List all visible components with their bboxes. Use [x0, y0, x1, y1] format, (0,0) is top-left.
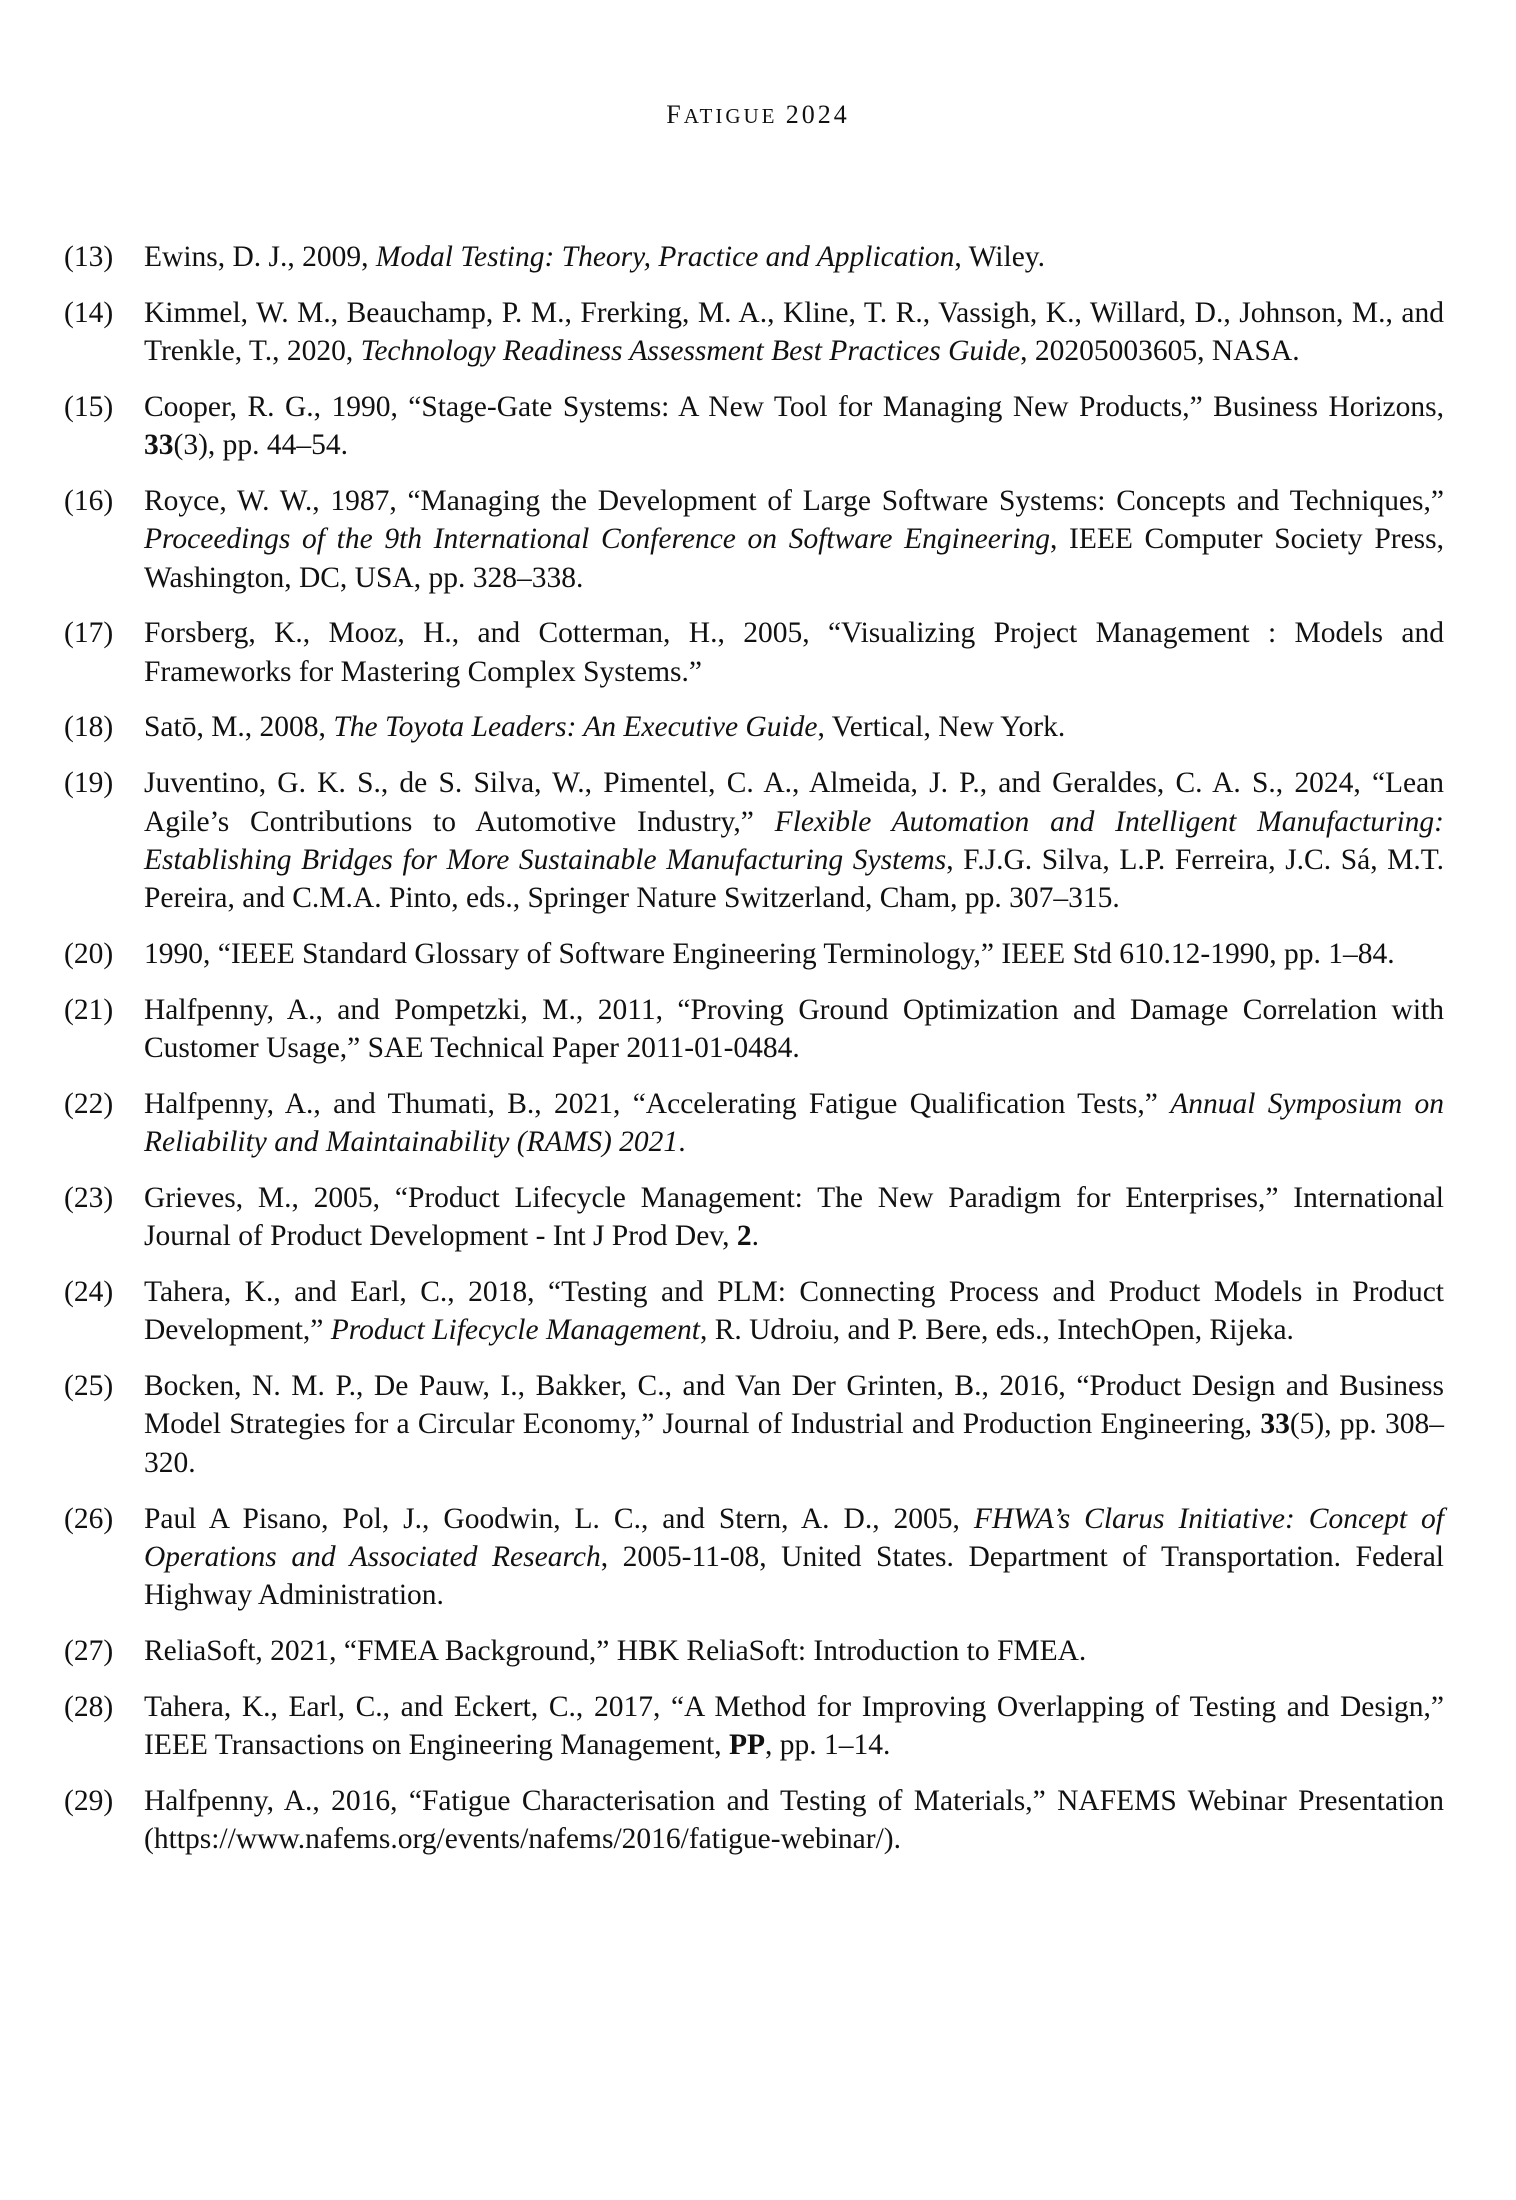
- reference-segment: 1990, “IEEE Standard Glossary of Software Engineering Terminology,” IEEE Std 610.12-1990, pp. 1–84.: [144, 937, 1395, 970]
- reference-text: [144, 1179, 1444, 1256]
- reference-text: [144, 614, 1444, 691]
- reference-segment: Cooper, R. G., 1990, “Stage-Gate Systems: A New Tool for Managing New Products,” Business Horizons,: [144, 390, 1444, 423]
- reference-number: (22): [64, 1087, 114, 1120]
- reference-segment: , 2005-11-08, United States. Department of Transportation. Federal Highway Administration.: [144, 1540, 1444, 1612]
- reference-segment: ReliaSoft, 2021, “FMEA Background,” HBK ReliaSoft: Introduction to FMEA.: [144, 1634, 1087, 1667]
- reference-bold-segment: 33: [144, 429, 174, 462]
- reference-segment: , pp. 1–14.: [765, 1729, 891, 1761]
- reference-segment: Bocken, N. M. P., De Pauw, I., Bakker, C., and Van Der Grinten, B., 2016, “Product Design and Business Model Strategies for a Circular Economy,” Journal of Industrial and Production Engineering,: [144, 1370, 1444, 1441]
- reference-item: [64, 1273, 1444, 1350]
- reference-item: [64, 1500, 1444, 1615]
- reference-segment: Tahera, K., and Earl, C., 2018, “Testing and PLM: Connecting Process and Product Models in Product Development,”: [144, 1276, 1444, 1347]
- reference-segment: , F.J.G. Silva, L.P. Ferreira, J.C. Sá, M.T. Pereira, and C.M.A. Pinto, eds., Springer Nature Switzerland, Cham, pp. 307–315.: [144, 843, 1444, 915]
- reference-number: (19): [64, 767, 114, 800]
- reference-number: (13): [64, 241, 114, 273]
- reference-segment: , Vertical, New York.: [817, 711, 1066, 744]
- reference-text: [144, 1500, 1444, 1615]
- reference-number: (29): [64, 1784, 114, 1817]
- reference-text: [144, 388, 1444, 465]
- reference-item: [64, 614, 1444, 691]
- reference-item: [64, 1688, 1444, 1765]
- reference-text: [144, 482, 1444, 597]
- reference-segment: (3), pp. 44–54.: [173, 429, 349, 462]
- reference-italic-segment: Flexible Automation and Intelligent Manufacturing: Establishing Bridges for More Sustainable Manufacturing Systems: [144, 805, 1444, 876]
- reference-segment: Halfpenny, A., 2016, “Fatigue Characterisation and Testing of Materials,” NAFEMS Webinar Presentation (https://www.nafems.org/events/nafems/2016/fatigue-webinar/).: [144, 1784, 1444, 1856]
- reference-number: (20): [64, 937, 114, 970]
- reference-item: [64, 482, 1444, 597]
- reference-list: [64, 238, 1444, 1876]
- reference-segment: Satō, M., 2008,: [144, 711, 334, 744]
- reference-segment: Juventino, G. K. S., de S. Silva, W., Pimentel, C. A., Almeida, J. P., and Geraldes, C. A. S., 2024, “Lean Agile’s Contributions to Automotive Industry,”: [144, 767, 1444, 838]
- reference-segment: , 20205003605, NASA.: [1020, 335, 1300, 368]
- reference-item: [64, 238, 1444, 276]
- reference-segment: .: [678, 1126, 686, 1159]
- reference-item: [64, 935, 1444, 973]
- reference-segment: Kimmel, W. M., Beauchamp, P. M., Frerking, M. A., Kline, T. R., Vassigh, K., Willard, D., Johnson, M., and Trenkle, T., 2020,: [144, 296, 1444, 368]
- reference-segment: .: [751, 1220, 760, 1253]
- reference-text: [144, 1782, 1444, 1859]
- reference-number: (14): [64, 296, 114, 329]
- reference-text: [144, 1085, 1444, 1162]
- reference-number: (25): [64, 1370, 114, 1403]
- running-head-year: 2024: [785, 100, 850, 129]
- reference-item: [64, 708, 1444, 746]
- reference-number: (17): [64, 617, 114, 650]
- reference-item: [64, 1179, 1444, 1256]
- reference-item: [64, 1632, 1444, 1670]
- reference-bold-segment: 2: [736, 1220, 752, 1253]
- reference-text: [144, 1273, 1444, 1350]
- reference-item: [64, 1782, 1444, 1859]
- reference-number: (16): [64, 484, 114, 517]
- reference-text: [144, 935, 1444, 973]
- reference-item: [64, 991, 1444, 1068]
- reference-item: [64, 764, 1444, 917]
- reference-italic-segment: Annual Symposium on Reliability and Maintainability (RAMS) 2021: [144, 1087, 1444, 1159]
- reference-text: [144, 1688, 1444, 1765]
- reference-italic-segment: Proceedings of the 9th International Conference on Software Engineering: [144, 523, 1050, 556]
- reference-text: [144, 764, 1444, 917]
- reference-italic-segment: Technology Readiness Assessment Best Practices Guide: [360, 335, 1021, 368]
- reference-text: [144, 708, 1444, 746]
- reference-segment: Paul A Pisano, Pol, J., Goodwin, L. C., and Stern, A. D., 2005,: [144, 1502, 974, 1535]
- reference-segment: Forsberg, K., Mooz, H., and Cotterman, H., 2005, “Visualizing Project Management : Models and Frameworks for Mastering Complex Systems.”: [144, 617, 1444, 688]
- reference-bold-segment: PP: [728, 1729, 766, 1761]
- reference-segment: , R. Udroiu, and P. Bere, eds., IntechOpen, Rijeka.: [699, 1314, 1294, 1347]
- reference-text: [144, 1367, 1444, 1482]
- reference-text: [144, 294, 1444, 371]
- running-head: [0, 100, 1516, 130]
- reference-segment: Grieves, M., 2005, “Product Lifecycle Management: The New Paradigm for Enterprises,” International Journal of Product Development - Int J Prod Dev,: [144, 1181, 1444, 1253]
- reference-segment: Royce, W. W., 1987, “Managing the Development of Large Software Systems: Concepts and Techniques,”: [144, 484, 1444, 517]
- reference-italic-segment: FHWA’s Clarus Initiative: Concept of Operations and Associated Research: [144, 1502, 1444, 1573]
- reference-item: [64, 1085, 1444, 1162]
- reference-segment: Halfpenny, A., and Pompetzki, M., 2011, “Proving Ground Optimization and Damage Correlation with Customer Usage,” SAE Technical Paper 2011-01-0484.: [144, 993, 1444, 1065]
- reference-item: [64, 388, 1444, 465]
- running-head-smallcaps: ATIGUE: [683, 104, 778, 128]
- reference-number: (24): [64, 1276, 114, 1309]
- reference-italic-segment: Product Lifecycle Management: [330, 1314, 700, 1347]
- reference-number: (28): [64, 1690, 114, 1723]
- reference-text: [144, 991, 1444, 1068]
- reference-number: (27): [64, 1634, 114, 1667]
- reference-number: (15): [64, 390, 114, 423]
- reference-number: (26): [64, 1502, 114, 1535]
- reference-segment: , IEEE Computer Society Press, Washington, DC, USA, pp. 328–338.: [144, 523, 1444, 594]
- reference-segment: Tahera, K., Earl, C., and Eckert, C., 2017, “A Method for Improving Overlapping of Testing and Design,” IEEE Transactions on Engineering Management,: [144, 1690, 1444, 1761]
- reference-number: (21): [64, 993, 114, 1026]
- reference-text: [144, 238, 1444, 276]
- running-head-initial: F: [666, 100, 684, 129]
- reference-item: [64, 1367, 1444, 1482]
- reference-text: [144, 1632, 1444, 1670]
- reference-italic-segment: The Toyota Leaders: An Executive Guide: [333, 711, 818, 744]
- reference-item: [64, 294, 1444, 371]
- reference-segment: , Wiley.: [954, 241, 1045, 273]
- reference-italic-segment: Modal Testing: Theory, Practice and Application: [375, 241, 955, 273]
- reference-segment: Ewins, D. J., 2009,: [144, 241, 376, 273]
- reference-number: (23): [64, 1181, 114, 1214]
- reference-segment: (5), pp. 308–320.: [144, 1408, 1444, 1479]
- reference-bold-segment: 33: [1260, 1408, 1290, 1441]
- reference-number: (18): [64, 711, 114, 744]
- reference-segment: Halfpenny, A., and Thumati, B., 2021, “Accelerating Fatigue Qualification Tests,”: [144, 1087, 1171, 1120]
